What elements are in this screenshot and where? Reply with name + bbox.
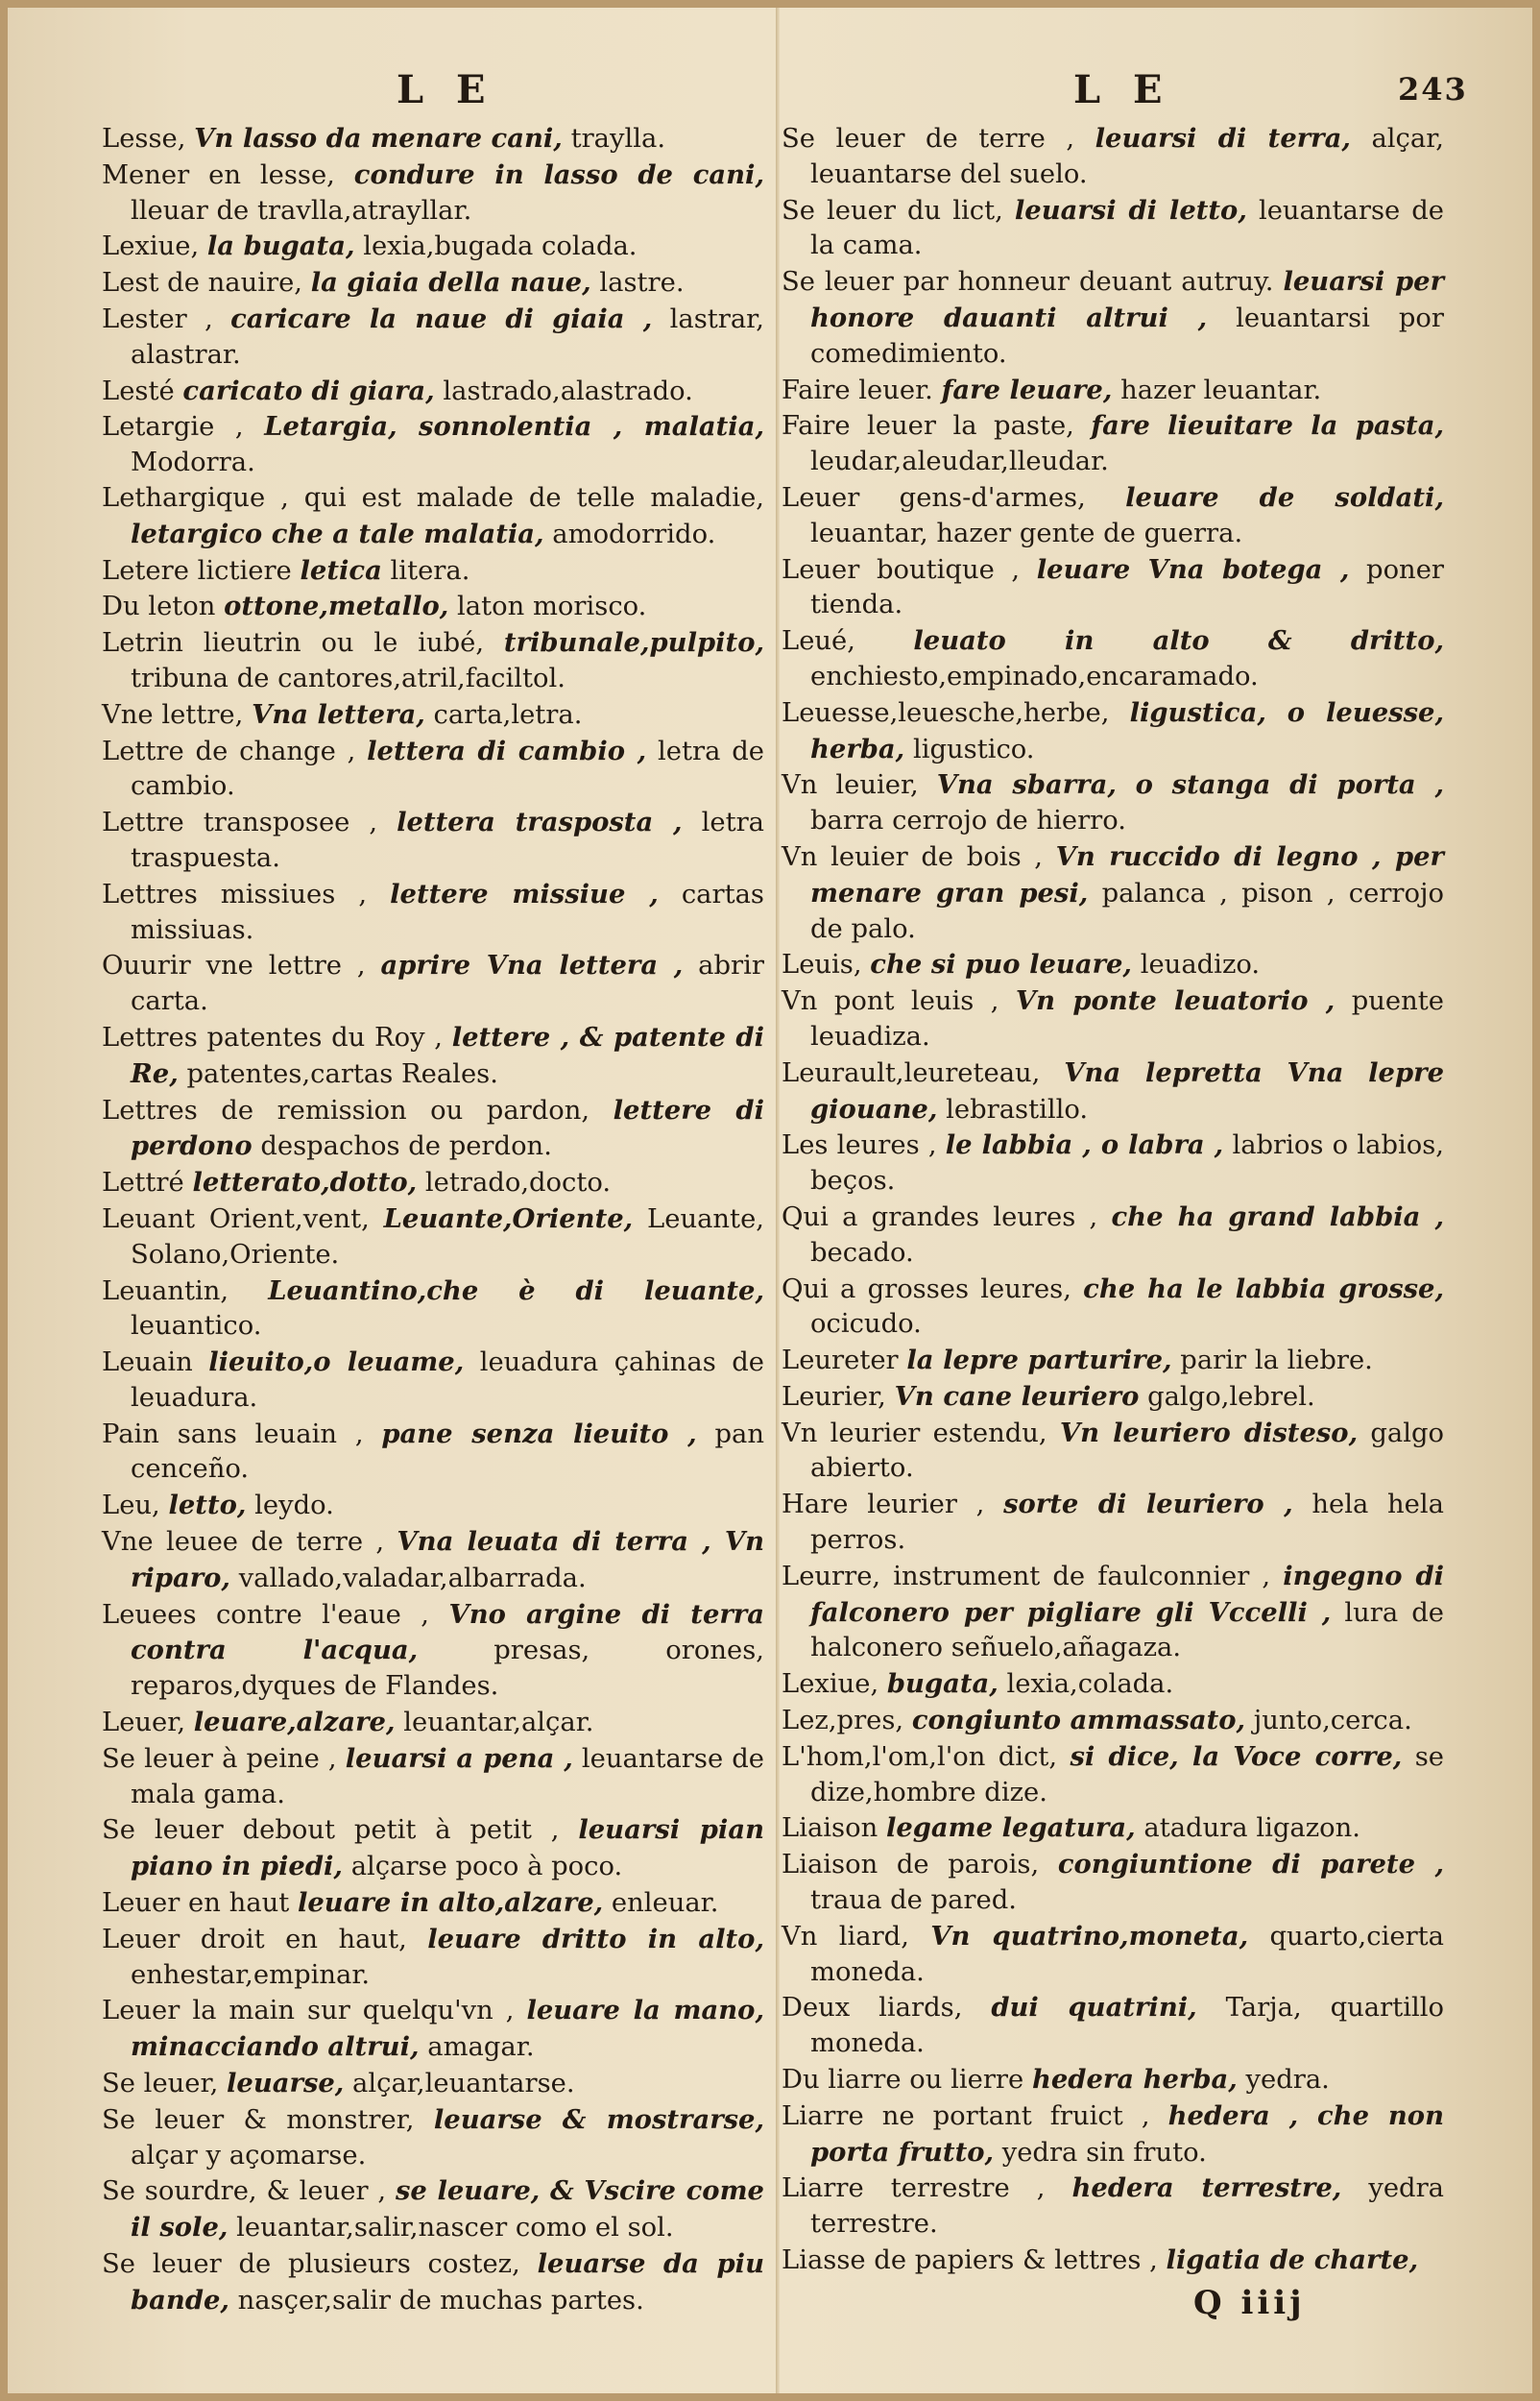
italian-translation: fare lieuitare la pasta,	[1091, 410, 1444, 442]
spanish-translation: traua de pared.	[810, 1885, 1017, 1916]
right-column	[782, 121, 1444, 2279]
dictionary-entry	[102, 948, 764, 1020]
dictionary-entry	[102, 1345, 764, 1417]
french-term: Leuesse,leuesche,herbe,	[782, 697, 1110, 728]
dictionary-entry	[102, 121, 764, 158]
spanish-translation: carta,letra.	[433, 699, 583, 730]
spanish-translation: amodorrido.	[552, 519, 716, 549]
french-term: Hare leurier ,	[782, 1490, 985, 1520]
dictionary-entry	[782, 947, 1444, 983]
french-term: Se leuer & monstrer,	[102, 2104, 415, 2135]
spanish-translation: presas, orones, reparos,dyques de Flandes.	[131, 1636, 764, 1702]
italian-translation: leuarse & mostrarse,	[433, 2103, 765, 2135]
dictionary-entry	[782, 2171, 1444, 2243]
italian-translation: sorte di leuriero ,	[1003, 1489, 1293, 1520]
signature-mark: Q iiij	[1193, 2284, 1306, 2322]
spanish-translation: leuantar,salir,nascer como el sol.	[236, 2213, 674, 2243]
dictionary-entry	[782, 1810, 1444, 1847]
french-term: Du leton	[102, 592, 216, 622]
dictionary-entry	[102, 1812, 764, 1885]
italian-translation: congiuntione di parete ,	[1057, 1849, 1444, 1880]
dictionary-entry	[102, 1741, 764, 1813]
dictionary-entry	[782, 1487, 1444, 1559]
spanish-translation: lastre.	[599, 268, 685, 299]
italian-translation: la lepre parturire,	[906, 1345, 1172, 1376]
french-term: Lettre transposee ,	[102, 808, 378, 838]
dictionary-entry	[102, 374, 764, 410]
italian-translation: leuarsi pian piano in piedi,	[131, 1814, 764, 1882]
italian-translation: bugata,	[886, 1668, 999, 1700]
french-term: Qui a grosses leures,	[782, 1273, 1071, 1304]
french-term: Lez,pres,	[782, 1706, 904, 1736]
french-term: Vne lettre,	[102, 699, 244, 730]
french-term: Leuer,	[102, 1708, 186, 1738]
french-term: Lettre de change ,	[102, 736, 356, 766]
french-term: Lexiue,	[102, 231, 200, 262]
italian-translation: se leuare, & Vscire come il sole,	[131, 2175, 764, 2243]
dictionary-entry	[782, 623, 1444, 695]
dictionary-entry	[782, 1416, 1444, 1488]
italian-translation: leuare,alzare,	[193, 1707, 396, 1738]
italian-translation: leuare de soldati,	[1125, 481, 1444, 513]
italian-translation: si dice, la Voce corre,	[1070, 1740, 1403, 1772]
french-term: Lester ,	[102, 303, 213, 334]
french-term: Pain sans leuain ,	[102, 1419, 364, 1449]
dictionary-entry	[782, 552, 1444, 624]
french-term: Leuain	[102, 1347, 193, 1378]
spanish-translation: leuadizo.	[1140, 950, 1261, 981]
dictionary-entry	[102, 1705, 764, 1741]
spanish-translation: yedra.	[1245, 2065, 1330, 2096]
italian-translation: leuare dritto in alto,	[427, 1923, 764, 1954]
french-term: Vn leuier de bois ,	[782, 841, 1043, 872]
spanish-translation: amagar.	[427, 2032, 535, 2063]
spanish-translation: letrado,docto.	[424, 1168, 612, 1199]
italian-translation: letica	[300, 554, 382, 586]
french-term: Liarre terrestre ,	[782, 2173, 1046, 2204]
french-term: Leuantin,	[102, 1275, 229, 1306]
french-term: Vn leuier,	[782, 770, 919, 801]
spanish-translation: leuantarse de la cama.	[810, 195, 1445, 261]
italian-translation: leuarsi di terra,	[1095, 123, 1351, 154]
dictionary-entry	[102, 158, 764, 230]
page-number: 243	[1398, 71, 1468, 108]
spanish-translation: lexia,bugada colada.	[363, 231, 638, 262]
spanish-translation: parir la liebre.	[1180, 1346, 1373, 1376]
italian-translation: Vna lettera,	[252, 698, 425, 730]
french-term: Letargie ,	[102, 412, 244, 443]
dictionary-entry	[782, 1200, 1444, 1272]
french-term: Lettres patentes du Roy ,	[102, 1022, 443, 1053]
spanish-translation: alçar, leuantarse del suelo.	[810, 124, 1445, 189]
french-term: Leurier,	[782, 1381, 886, 1412]
italian-translation: Vna leuata di terra , Vn riparo,	[131, 1526, 764, 1593]
spanish-translation: galgo abierto.	[810, 1418, 1444, 1484]
dictionary-entry	[782, 373, 1444, 409]
dictionary-entry	[102, 1993, 764, 2066]
dictionary-entry	[782, 1055, 1444, 1128]
italian-translation: hedera , che non porta frutto,	[810, 2099, 1444, 2168]
spanish-translation: leuantar,alçar.	[403, 1708, 594, 1738]
french-term: Se leuer debout petit à petit ,	[102, 1815, 560, 1846]
dictionary-entry	[782, 1128, 1444, 1200]
italian-translation: le labbia , o labra ,	[945, 1129, 1224, 1161]
dictionary-entry	[782, 1343, 1444, 1379]
italian-translation: letterato,dotto,	[192, 1167, 418, 1199]
spanish-translation: letra traspuesta.	[131, 808, 764, 873]
french-term: Se leuer,	[102, 2069, 219, 2099]
dictionary-entry	[782, 2243, 1444, 2279]
french-term: Lettres de remission ou pardon,	[102, 1095, 590, 1126]
italian-translation: caricato di giara,	[182, 375, 435, 406]
dictionary-entry	[782, 767, 1444, 839]
french-term: Leuer la main sur quelqu'vn ,	[102, 1996, 515, 2026]
french-term: Leurre, instrument de faulconnier ,	[782, 1561, 1271, 1591]
french-term: Leurault,leureteau,	[782, 1057, 1041, 1088]
spanish-translation: leudar,aleudar,lleudar.	[810, 447, 1109, 477]
italian-translation: hedera terrestre,	[1071, 2172, 1342, 2204]
spanish-translation: enhestar,empinar.	[131, 1959, 371, 1990]
italian-translation: lettere missiue ,	[390, 878, 659, 909]
italian-translation: pane senza lieuito ,	[381, 1418, 697, 1449]
dictionary-entry	[782, 695, 1444, 768]
spanish-translation: letra de cambio.	[131, 736, 764, 802]
french-term: Leureter	[782, 1346, 899, 1376]
italian-translation: Vn cane leuriero	[894, 1380, 1140, 1412]
dictionary-entry	[102, 805, 764, 877]
french-term: Lethargique , qui est malade de telle maladie,	[102, 482, 764, 513]
spanish-translation: Tarja, quartillo moneda.	[810, 1993, 1444, 2059]
french-term: Se leuer de terre ,	[782, 124, 1075, 154]
italian-translation: letargico che a tale malatia,	[131, 518, 544, 549]
spanish-translation: lastrado,alastrado.	[443, 376, 693, 406]
dictionary-entry	[782, 2098, 1444, 2171]
french-term: Letere lictiere	[102, 555, 292, 586]
italian-translation: che ha grand labbia ,	[1111, 1200, 1444, 1232]
spanish-translation: enleuar.	[611, 1888, 719, 1919]
french-term: Faire leuer la paste,	[782, 411, 1074, 442]
dictionary-entry	[102, 1201, 764, 1273]
spanish-translation: tribuna de cantores,atril,faciltol.	[131, 663, 565, 693]
italian-translation: Vn ponte leuatorio ,	[1015, 985, 1335, 1017]
italian-translation: la giaia della naue,	[310, 267, 591, 299]
spanish-translation: leuantarse de mala gama.	[131, 1743, 764, 1809]
spanish-translation: traylla.	[570, 124, 666, 154]
spanish-translation: cartas missiuas.	[131, 879, 764, 945]
italian-translation: leuato in alto & dritto,	[913, 625, 1444, 657]
spanish-translation: palanca , pison , cerrojo de palo.	[810, 878, 1444, 944]
french-term: Ouurir vne lettre ,	[102, 951, 366, 982]
spanish-translation: becado.	[810, 1237, 914, 1268]
french-term: Leuer gens-d'armes,	[782, 482, 1086, 513]
dictionary-entry	[102, 2246, 764, 2319]
french-term: Liaison	[782, 1813, 878, 1844]
french-term: Leué,	[782, 626, 855, 657]
spanish-translation: Modorra.	[131, 448, 255, 478]
spanish-translation: lleuar de travlla,atrayllar.	[131, 195, 472, 226]
italian-translation: leuarsi di letto,	[1014, 194, 1247, 226]
french-term: Qui a grandes leures ,	[782, 1201, 1098, 1232]
french-term: Leuer boutique ,	[782, 554, 1021, 585]
italian-translation: congiunto ammassato,	[911, 1705, 1246, 1736]
french-term: Lettres missiues ,	[102, 879, 368, 909]
french-term: Vne leuee de terre ,	[102, 1527, 385, 1558]
french-term: Faire leuer.	[782, 375, 933, 405]
spanish-translation: hela hela perros.	[810, 1490, 1444, 1556]
dictionary-entry	[102, 302, 764, 374]
italian-translation: leuarsi per honore dauanti altrui ,	[810, 266, 1444, 333]
dictionary-entry	[782, 1559, 1444, 1666]
dictionary-page	[8, 8, 1532, 2393]
french-term: Leuer en haut	[102, 1888, 290, 1919]
spanish-translation: nasçer,salir de muchas partes.	[237, 2285, 644, 2316]
french-term: Se leuer du lict,	[782, 195, 1003, 226]
french-term: Se sourdre, & leuer ,	[102, 2176, 387, 2207]
italian-translation: lettera di cambio ,	[367, 735, 647, 766]
spanish-translation: barra cerrojo de hierro.	[810, 806, 1126, 837]
french-term: Se leuer par honneur deuant autruy.	[782, 267, 1274, 298]
dictionary-entry	[102, 1020, 764, 1093]
french-term: Du liarre ou lierre	[782, 2065, 1024, 2096]
italian-translation: hedera herba,	[1031, 2064, 1238, 2096]
italian-translation: ligatia de charte,	[1166, 2244, 1419, 2276]
spanish-translation: alçarse poco à poco.	[350, 1852, 623, 1882]
running-header-right: L E	[1073, 67, 1172, 112]
spanish-translation: atadura ligazon.	[1143, 1813, 1361, 1844]
italian-translation: leuare la mano, minacciando altrui,	[131, 1995, 764, 2063]
french-term: Leuis,	[782, 950, 862, 981]
italian-translation: lettere , & patente di Re,	[131, 1021, 764, 1089]
french-term: Liasse de papiers & lettres ,	[782, 2245, 1158, 2276]
spanish-translation: lura de halconero señuelo,añagaza.	[810, 1597, 1444, 1663]
spanish-translation: leuantarsi por comedimiento.	[810, 303, 1444, 369]
dictionary-entry	[782, 1739, 1444, 1811]
dictionary-entry	[102, 1093, 764, 1166]
dictionary-entry	[782, 1703, 1444, 1739]
italian-translation: ligustica, o leuesse, herba,	[810, 696, 1444, 764]
dictionary-entry	[782, 2062, 1444, 2098]
dictionary-entry	[102, 409, 764, 481]
dictionary-entry	[102, 734, 764, 806]
dictionary-entry	[102, 229, 764, 265]
dictionary-entry	[782, 839, 1444, 947]
italian-translation: lieuito,o leuame,	[208, 1346, 465, 1378]
spanish-translation: abrir carta.	[131, 951, 764, 1017]
italian-translation: leuare in alto,alzare,	[297, 1887, 604, 1919]
spanish-translation: lebrastillo.	[946, 1094, 1089, 1125]
spanish-translation: puente leuadiza.	[810, 986, 1444, 1052]
italian-translation: fare leuare,	[941, 374, 1113, 405]
italian-translation: leuarsi a pena ,	[345, 1742, 573, 1774]
italian-translation: tribunale,pulpito,	[503, 627, 764, 659]
spanish-translation: leuadura çahinas de leuadura.	[131, 1347, 764, 1413]
spanish-translation: leuantico.	[131, 1311, 262, 1342]
running-header-left: L E	[397, 67, 495, 112]
dictionary-entry	[102, 1922, 764, 1994]
italian-translation: caricare la naue di giaia ,	[230, 303, 653, 334]
french-term: Lesse,	[102, 124, 186, 154]
spanish-translation: quarto,cierta moneda.	[810, 1921, 1444, 1987]
french-term: Deux liards,	[782, 1993, 963, 2024]
dictionary-entry	[102, 877, 764, 949]
spanish-translation: labrios o labios, beços.	[810, 1130, 1445, 1197]
french-term: Vn pont leuis ,	[782, 986, 999, 1017]
spanish-translation: yedra terrestre.	[810, 2173, 1445, 2240]
spanish-translation: leuantar, hazer gente de guerra.	[810, 518, 1243, 548]
column-gutter	[776, 8, 780, 2393]
french-term: Se leuer à peine ,	[102, 1743, 337, 1774]
dictionary-entry	[102, 265, 764, 302]
spanish-translation: ligustico.	[912, 734, 1035, 764]
dictionary-entry	[102, 589, 764, 625]
spanish-translation: Leuante, Solano,Oriente.	[131, 1203, 764, 1270]
spanish-translation: lexia,colada.	[1006, 1669, 1174, 1700]
italian-translation: lettere di perdono	[131, 1094, 764, 1162]
dictionary-entry	[782, 1666, 1444, 1703]
dictionary-entry	[782, 1990, 1444, 2062]
italian-translation: ingegno di falconero per pigliare gli Vccelli ,	[810, 1560, 1445, 1628]
dictionary-entry	[102, 1273, 764, 1346]
french-term: Leuant Orient,vent,	[102, 1203, 370, 1234]
italian-translation: Leuante,Oriente,	[383, 1202, 634, 1234]
dictionary-entry	[102, 1488, 764, 1524]
spanish-translation: despachos de perdon.	[260, 1131, 552, 1162]
spanish-translation: alçar y açomarse.	[131, 2140, 367, 2171]
italian-translation: la bugata,	[206, 230, 355, 262]
dictionary-entry	[782, 983, 1444, 1055]
dictionary-entry	[102, 2066, 764, 2102]
italian-translation: Vna lepretta Vna lepre giouane,	[810, 1056, 1444, 1125]
french-term: Les leures ,	[782, 1130, 937, 1161]
spanish-translation: galgo,lebrel.	[1147, 1381, 1315, 1412]
spanish-translation: enchiesto,empinado,encaramado.	[810, 661, 1259, 691]
dictionary-entry	[782, 1919, 1444, 1991]
italian-translation: Letargia, sonnolentia , malatia,	[264, 411, 764, 443]
spanish-translation: vallado,valadar,albarrada.	[238, 1563, 587, 1593]
spanish-translation: junto,cerca.	[1253, 1706, 1412, 1736]
french-term: Liarre ne portant fruict ,	[782, 2100, 1150, 2131]
spanish-translation: poner tienda.	[810, 554, 1444, 620]
french-term: Lettré	[102, 1168, 184, 1199]
italian-translation: leuarse da piu bande,	[131, 2248, 764, 2316]
french-term: Leu,	[102, 1491, 160, 1521]
italian-translation: Leuantino,che è di leuante,	[268, 1274, 764, 1306]
dictionary-entry	[782, 1379, 1444, 1416]
dictionary-entry	[782, 1272, 1444, 1344]
italian-translation: Vna sbarra, o stanga di porta ,	[936, 769, 1444, 801]
italian-translation: Vn leuriero disteso,	[1059, 1417, 1359, 1448]
dictionary-entry	[782, 264, 1444, 372]
dictionary-entry	[102, 1597, 764, 1705]
italian-translation: Vn ruccido di legno , per menare gran pesi,	[810, 840, 1444, 909]
dictionary-entry	[782, 408, 1444, 480]
french-term: Vn liard,	[782, 1921, 909, 1952]
italian-translation: lettera trasposta ,	[397, 807, 683, 838]
italian-translation: leuare Vna botega ,	[1036, 553, 1350, 585]
spanish-translation: yedra sin fruto.	[1001, 2137, 1207, 2168]
dictionary-entry	[782, 193, 1444, 265]
french-term: Se leuer de plusieurs costez,	[102, 2249, 520, 2280]
spanish-translation: lastrar, alastrar.	[131, 303, 764, 370]
french-term: Mener en lesse,	[102, 159, 335, 190]
italian-translation: condure in lasso de cani,	[353, 158, 764, 190]
dictionary-entry	[782, 121, 1444, 193]
spanish-translation: se dize,hombre dize.	[810, 1741, 1444, 1807]
dictionary-entry	[102, 1885, 764, 1922]
italian-translation: aprire Vna lettera ,	[380, 950, 684, 982]
dictionary-entry	[102, 553, 764, 590]
italian-translation: letto,	[168, 1490, 247, 1521]
spanish-translation: patentes,cartas Reales.	[186, 1058, 498, 1089]
dictionary-entry	[102, 481, 764, 553]
dictionary-entry	[102, 1417, 764, 1489]
spanish-translation: ocicudo.	[810, 1309, 922, 1340]
french-term: Vn leurier estendu,	[782, 1418, 1047, 1448]
italian-translation: Vno argine di terra contra l'acqua,	[131, 1598, 764, 1666]
dictionary-entry	[102, 625, 764, 697]
dictionary-entry	[102, 1165, 764, 1201]
french-term: Lest de nauire,	[102, 268, 303, 299]
dictionary-entry	[102, 1524, 764, 1597]
dictionary-entry	[782, 1847, 1444, 1919]
french-term: L'hom,l'om,l'on dict,	[782, 1741, 1058, 1772]
italian-translation: Vn quatrino,moneta,	[930, 1920, 1249, 1952]
spanish-translation: pan cenceño.	[131, 1419, 764, 1485]
french-term: Leuees contre l'eaue ,	[102, 1599, 429, 1630]
italian-translation: Vn lasso da menare cani,	[194, 123, 563, 154]
italian-translation: dui quatrini,	[991, 1992, 1197, 2024]
left-column	[102, 121, 764, 2319]
spanish-translation: alçar,leuantarse.	[352, 2069, 575, 2099]
dictionary-entry	[102, 697, 764, 734]
french-term: Leuer droit en haut,	[102, 1924, 407, 1954]
italian-translation: che si puo leuare,	[870, 949, 1132, 981]
italian-translation: leuarse,	[227, 2068, 345, 2099]
spanish-translation: laton morisco.	[457, 592, 647, 622]
dictionary-entry	[102, 2102, 764, 2174]
spanish-translation: hazer leuantar.	[1120, 375, 1322, 405]
french-term: Lexiue,	[782, 1669, 879, 1700]
spanish-translation: leydo.	[254, 1491, 334, 1521]
dictionary-entry	[102, 2173, 764, 2246]
italian-translation: ottone,metallo,	[224, 591, 449, 622]
italian-translation: che ha le labbia grosse,	[1083, 1273, 1444, 1304]
french-term: Letrin lieutrin ou le iubé,	[102, 628, 485, 659]
french-term: Lesté	[102, 376, 175, 406]
french-term: Liaison de parois,	[782, 1850, 1040, 1880]
dictionary-entry	[782, 480, 1444, 552]
spanish-translation: litera.	[390, 555, 470, 586]
italian-translation: legame legatura,	[885, 1812, 1136, 1844]
